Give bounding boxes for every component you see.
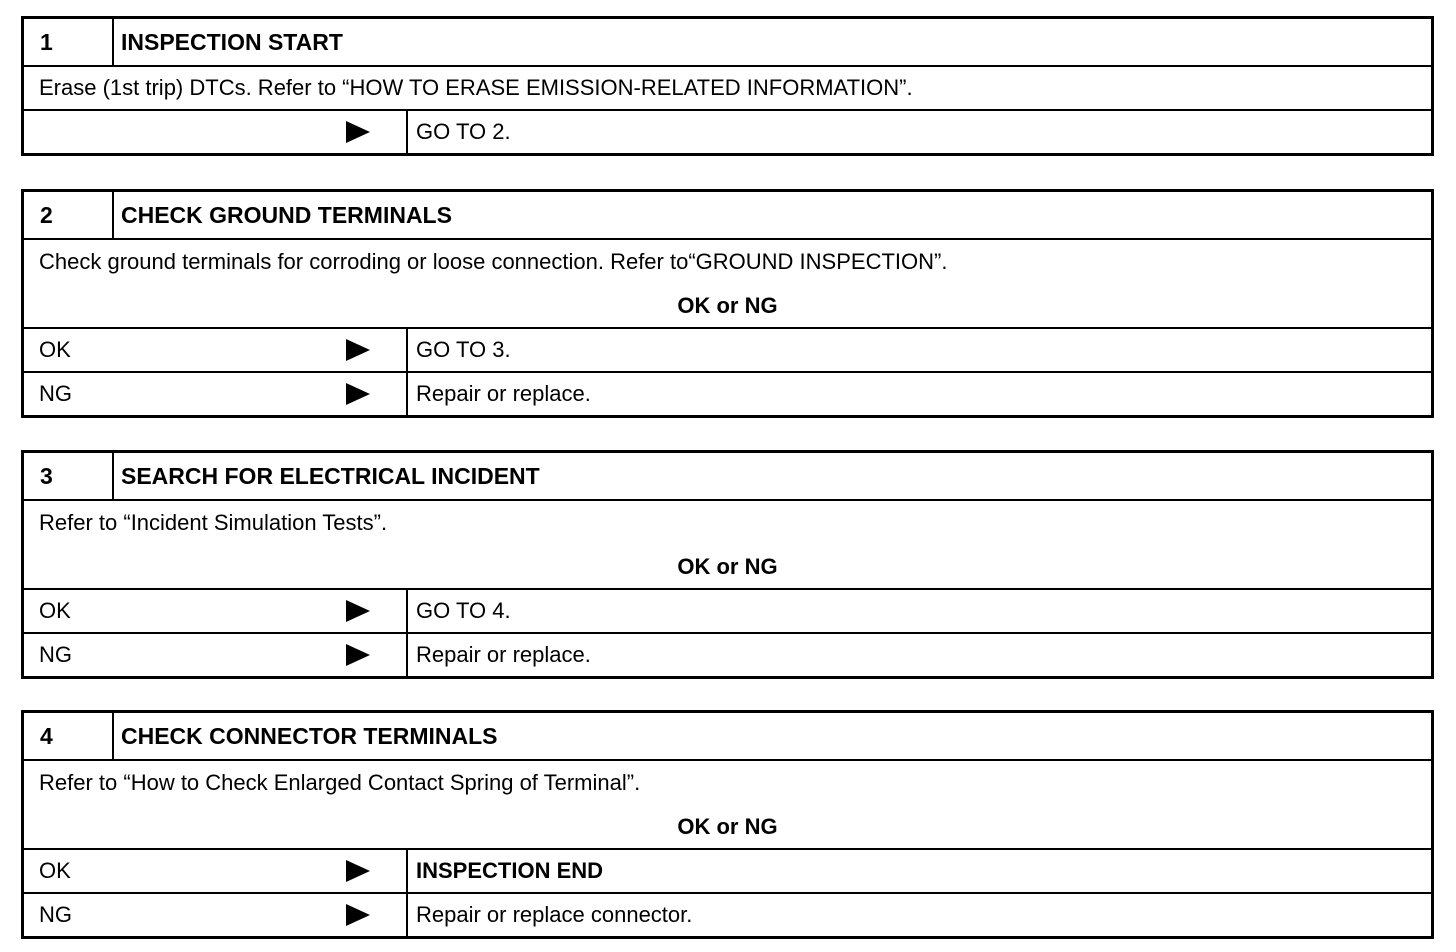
result-action: GO TO 4.	[416, 598, 511, 623]
result-row-ok	[24, 327, 1431, 371]
step-instruction	[24, 65, 1431, 109]
result-row-ok	[24, 848, 1431, 892]
arrow-right-icon	[346, 383, 370, 405]
result-label	[24, 590, 408, 632]
result-action: GO TO 2.	[416, 119, 511, 144]
step-4-box	[21, 710, 1434, 939]
instruction-text: Erase (1st trip) DTCs. Refer to “HOW TO ERASE EMISSION-RELATED INFORMATION”.	[39, 75, 913, 100]
result-label-text: OK	[39, 598, 71, 623]
instruction-text: Refer to “How to Check Enlarged Contact Spring of Terminal”.	[39, 770, 641, 795]
ok-or-ng-label: OK or NG	[677, 814, 778, 839]
step-title: SEARCH FOR ELECTRICAL INCIDENT	[121, 462, 540, 489]
result-label	[24, 850, 408, 892]
step-header	[24, 713, 1431, 759]
step-number: 1	[24, 19, 114, 65]
result-action: Repair or replace connector.	[416, 902, 693, 927]
arrow-right-icon	[346, 860, 370, 882]
step-2-box	[21, 189, 1434, 418]
result-action: Repair or replace.	[416, 381, 591, 406]
instruction-text: Refer to “Incident Simulation Tests”.	[39, 510, 388, 535]
result-label-text: NG	[39, 642, 72, 667]
result-row-ok	[24, 588, 1431, 632]
step-instruction	[24, 499, 1431, 588]
step-instruction	[24, 759, 1431, 848]
instruction-text: Check ground terminals for corroding or loose connection. Refer to“GROUND INSPECTION”.	[39, 249, 948, 274]
step-header	[24, 192, 1431, 238]
arrow-right-icon	[346, 600, 370, 622]
step-title: CHECK GROUND TERMINALS	[121, 201, 452, 228]
result-label-text: OK	[39, 858, 71, 883]
result-label	[24, 329, 408, 371]
result-action: GO TO 3.	[416, 337, 511, 362]
result-label	[24, 634, 408, 676]
ok-or-ng-label: OK or NG	[677, 293, 778, 318]
arrow-right-icon	[346, 121, 370, 143]
step-title: INSPECTION START	[121, 28, 343, 55]
step-1-box	[21, 16, 1434, 156]
arrow-right-icon	[346, 644, 370, 666]
result-row	[24, 109, 1431, 153]
result-row-ng	[24, 371, 1431, 415]
result-action: INSPECTION END	[416, 858, 604, 883]
ok-or-ng-label: OK or NG	[677, 554, 778, 579]
result-action: Repair or replace.	[416, 642, 591, 667]
step-header	[24, 19, 1431, 65]
result-row-ng	[24, 632, 1431, 676]
result-label-text: NG	[39, 381, 72, 406]
arrow-right-icon	[346, 339, 370, 361]
step-number: 4	[24, 713, 114, 759]
result-label	[24, 111, 408, 153]
step-header	[24, 453, 1431, 499]
step-instruction	[24, 238, 1431, 327]
step-number: 2	[24, 192, 114, 238]
result-label	[24, 894, 408, 936]
step-3-box	[21, 450, 1434, 679]
result-label-text: NG	[39, 902, 72, 927]
arrow-right-icon	[346, 904, 370, 926]
result-row-ng	[24, 892, 1431, 936]
step-title: CHECK CONNECTOR TERMINALS	[121, 722, 498, 749]
result-label-text: OK	[39, 337, 71, 362]
result-label	[24, 373, 408, 415]
step-number: 3	[24, 453, 114, 499]
